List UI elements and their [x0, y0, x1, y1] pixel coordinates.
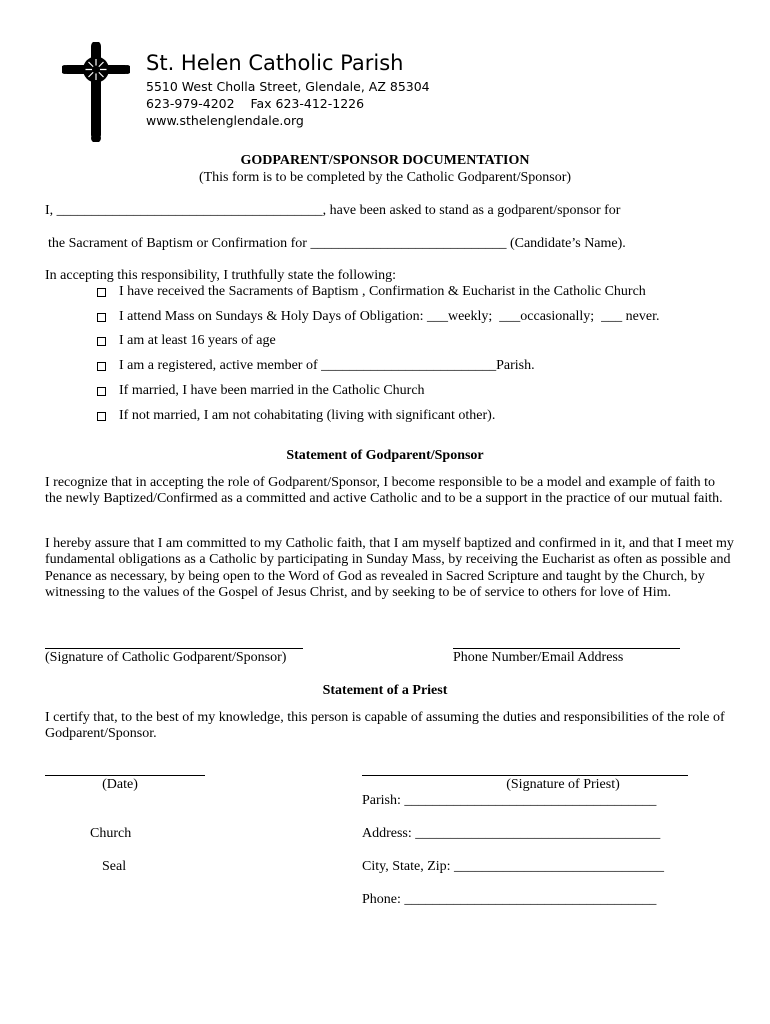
parish-name: St. Helen Catholic Parish [146, 51, 404, 75]
checkbox-registered-member[interactable] [97, 362, 106, 371]
checkbox-married[interactable] [97, 387, 106, 396]
parish-phone-fax: 623-979-4202 Fax 623-412-1226 [146, 96, 365, 111]
godparent-statement-para1: I recognize that in accepting the role of Godparent/Sponsor, I become responsible to be a model and example of faith to the newly Baptized/Confirmed as a committed and active Catholic and to be a support in the practice of our mutual faith. [45, 475, 723, 507]
candidate-name-line[interactable]: the Sacrament of Baptism or Confirmation for ____________________________ (Candidate’s Name). [48, 236, 626, 251]
cross-icon [62, 42, 130, 142]
intro-text: In accepting this responsibility, I truthfully state the following: [45, 268, 396, 283]
priest-signature-line[interactable] [362, 775, 688, 776]
priest-city-state-zip-field[interactable]: City, State, Zip: ______________________________ [362, 859, 665, 874]
form-subtitle: (This form is to be completed by the Catholic Godparent/Sponsor) [198, 170, 572, 185]
checkbox-not-cohabitating[interactable] [97, 412, 106, 421]
form-title: GODPARENT/SPONSOR DOCUMENTATION [240, 153, 530, 168]
godparent-statement-heading: Statement of Godparent/Sponsor [286, 448, 484, 463]
priest-statement-heading: Statement of a Priest [322, 683, 448, 698]
godparent-name-line[interactable]: I, ______________________________________, have been asked to stand as a godparent/sponsor for [45, 203, 621, 218]
parish-website: www.sthelenglendale.org [146, 113, 304, 128]
priest-parish-field[interactable]: Parish: ____________________________________ [362, 793, 657, 808]
parish-address: 5510 West Cholla Street, Glendale, AZ 85304 [146, 79, 430, 94]
priest-signature-label: (Signature of Priest) [506, 777, 620, 792]
date-label: (Date) [102, 777, 138, 792]
priest-phone-field[interactable]: Phone: ____________________________________ [362, 892, 657, 907]
checkbox-age[interactable] [97, 337, 106, 346]
church-seal-label-church: Church [90, 826, 132, 841]
contact-info-label: Phone Number/Email Address [453, 650, 624, 665]
date-line[interactable] [45, 775, 205, 776]
checkbox-mass-attendance[interactable] [97, 313, 106, 322]
godparent-signature-label: (Signature of Catholic Godparent/Sponsor) [45, 650, 287, 665]
priest-statement-para: I certify that, to the best of my knowledge, this person is capable of assuming the duties and responsibilities of the role of Godparent/Sponsor. [45, 710, 725, 742]
statement-item: If married, I have been married in the Catholic Church [119, 383, 425, 398]
statement-item: I attend Mass on Sundays & Holy Days of Obligation: ___weekly; ___occasionally; ___ never. [119, 309, 660, 324]
statement-item: I am a registered, active member of _________________________Parish. [119, 358, 535, 373]
godparent-statement-para2: I hereby assure that I am committed to my Catholic faith, that I am myself baptized and confirmed in it, and that I meet my fundamental obligations as a Catholic by participating in Sunday Mass, by receiving the Eucharist as often as possible and Penance as necessary, by being open to the Word of God as revealed in Sacred Scripture and taught by the Church, by witnessing to the values of the Gospel of Jesus Christ, and by seeking to be of service to others for love of Him. [45, 536, 734, 600]
priest-address-field[interactable]: Address: ___________________________________ [362, 826, 661, 841]
church-seal-label-seal: Seal [102, 859, 127, 874]
statement-item: I have received the Sacraments of Baptism , Confirmation & Eucharist in the Catholic Church [119, 284, 646, 299]
checkbox-sacraments[interactable] [97, 288, 106, 297]
statement-item: If not married, I am not cohabitating (living with significant other). [119, 408, 496, 423]
contact-info-line[interactable] [453, 648, 680, 649]
statement-item: I am at least 16 years of age [119, 333, 276, 348]
godparent-signature-line[interactable] [45, 648, 303, 649]
